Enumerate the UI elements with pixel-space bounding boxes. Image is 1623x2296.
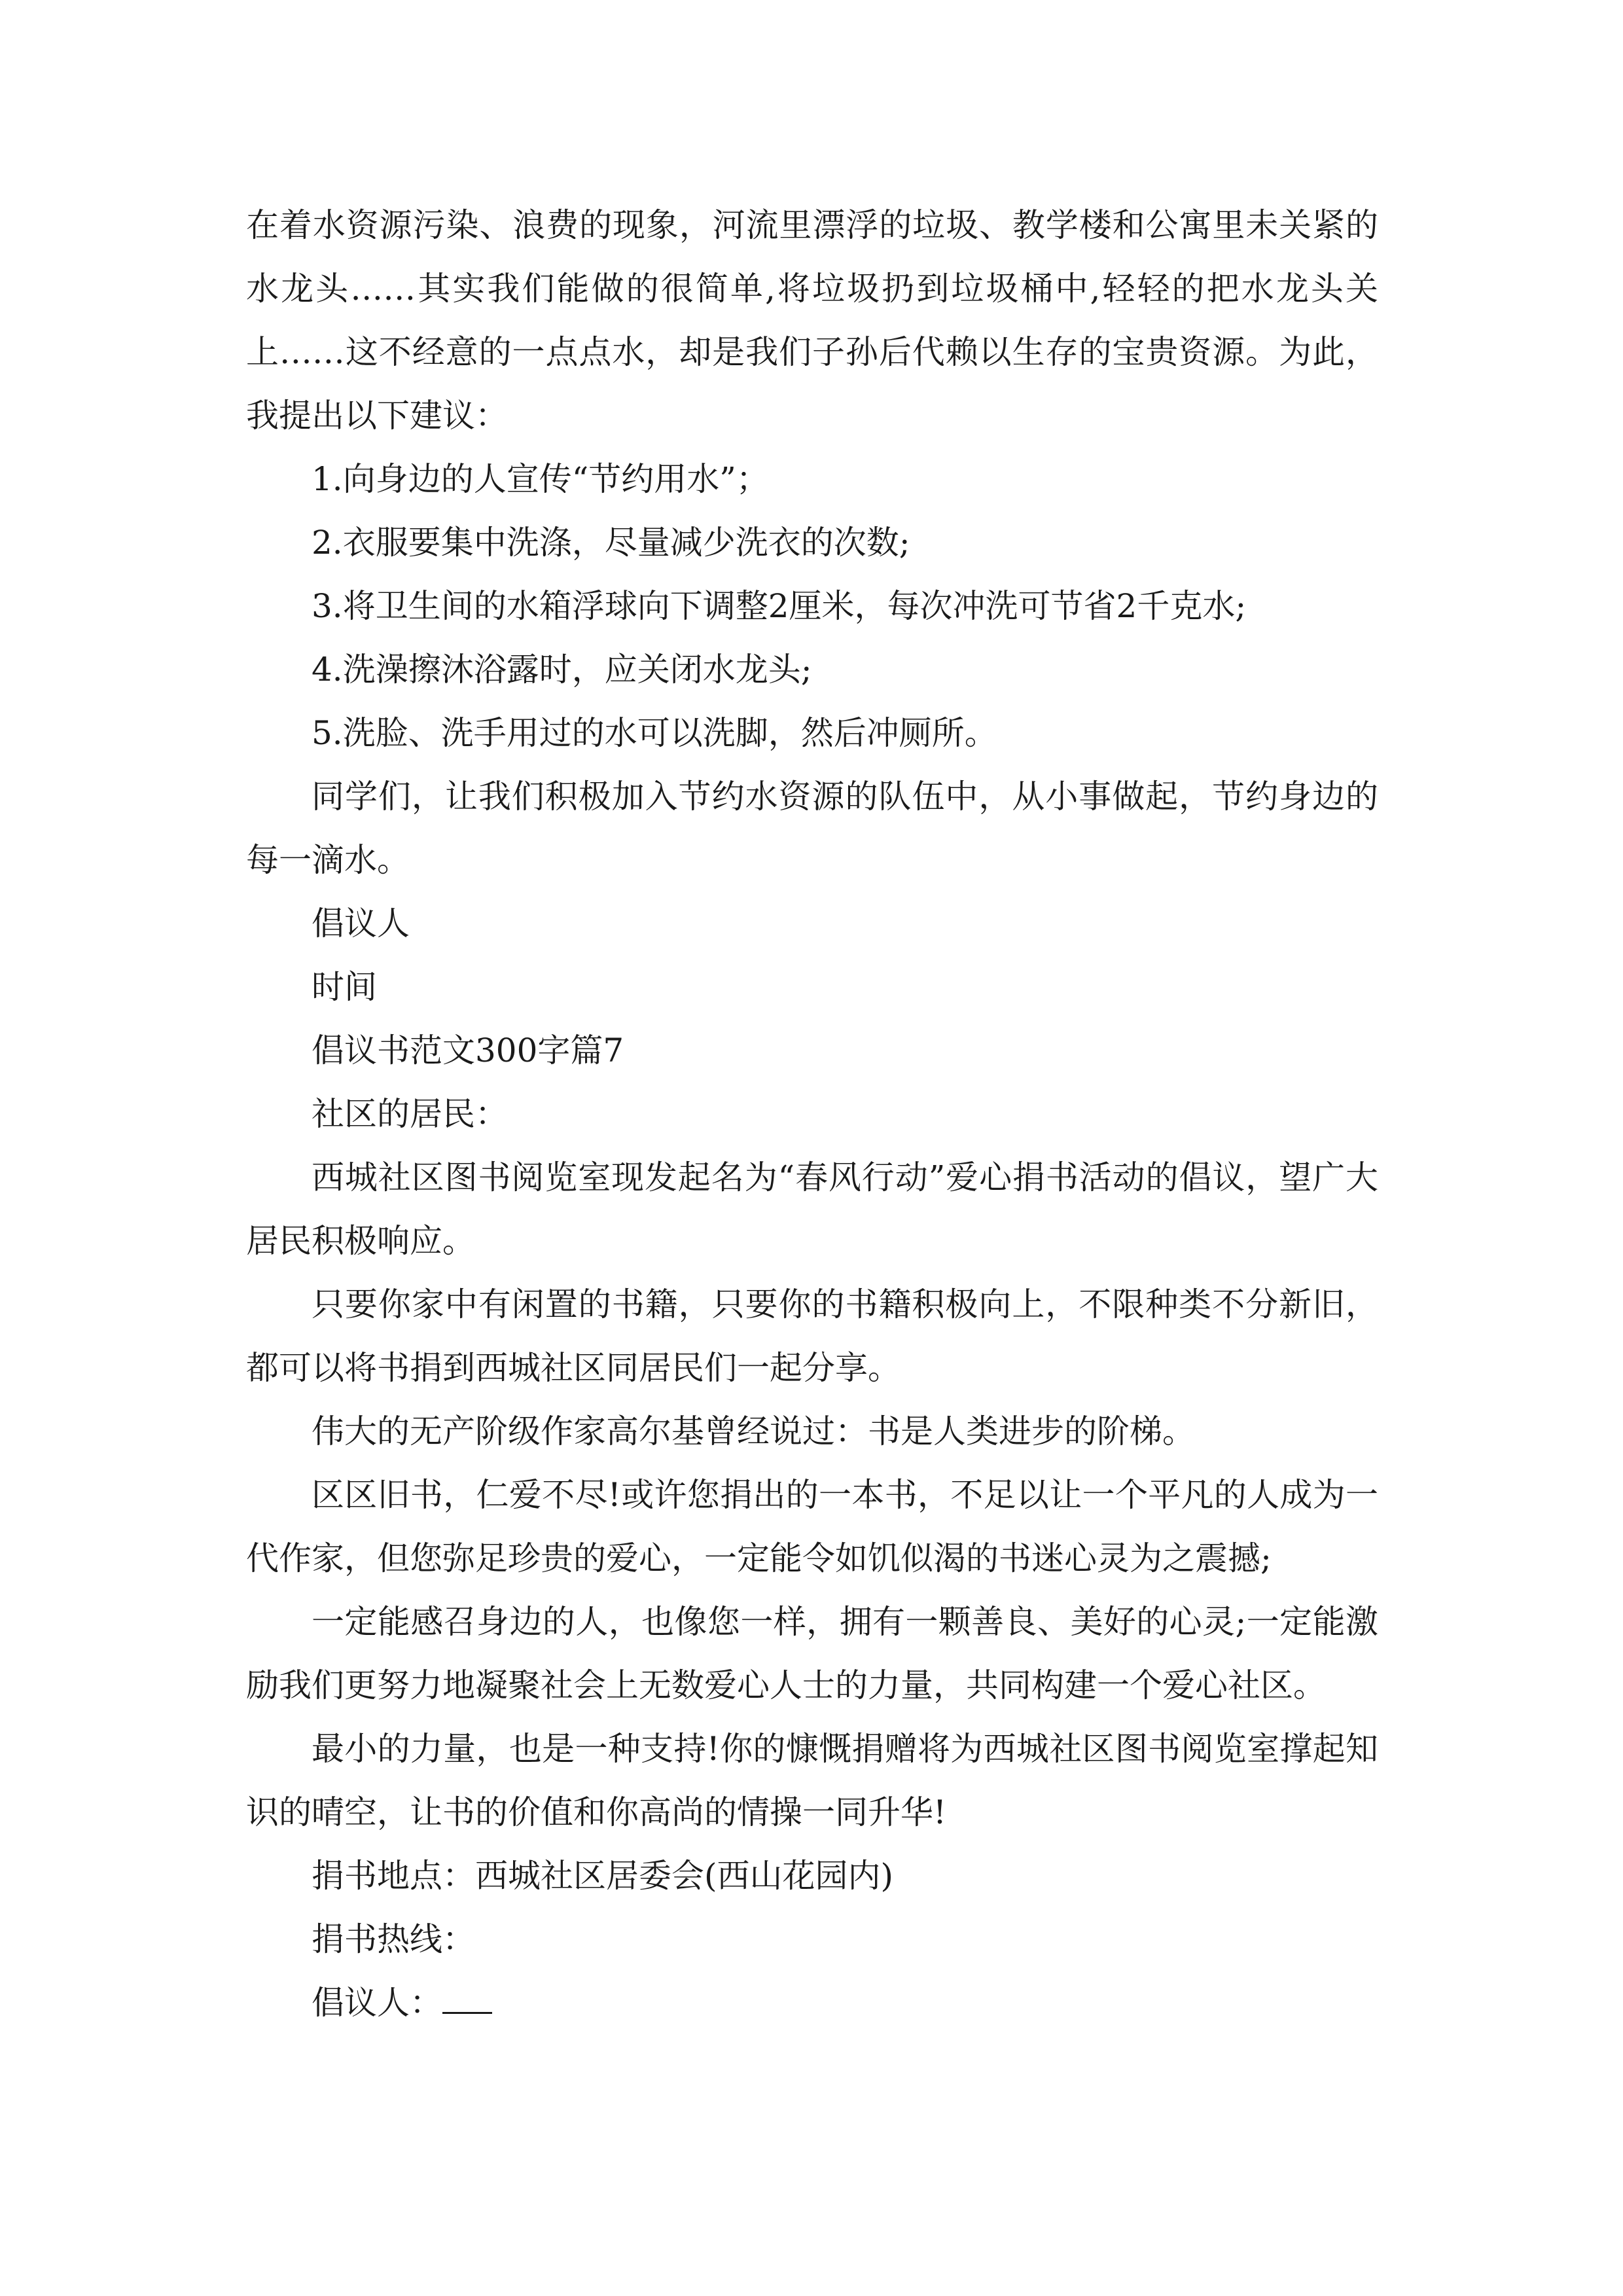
list-item-1: 1.向身边的人宣传“节约用水”；	[312, 460, 769, 498]
list-item-5: 5.洗脸、洗手用过的水可以洗脚，然后冲厕所。	[312, 714, 997, 752]
closing-paragraph: 同学们，让我们积极加入节约水资源的队伍中，从小事做起，节约身边的每一滴水。	[246, 778, 1378, 879]
proposer-label: 倡议人	[312, 905, 410, 942]
body-paragraph: 西城社区图书阅览室现发起名为“春风行动”爱心捐书活动的倡议，望广大居民积极响应。	[246, 1158, 1378, 1260]
donation-location: 捐书地点：西城社区居委会(西山花园内)	[312, 1857, 894, 1895]
list-item-3: 3.将卫生间的水箱浮球向下调整2厘米，每次冲洗可节省2千克水;	[312, 587, 1247, 625]
signature-blank	[442, 1979, 492, 2014]
signature-label: 倡议人：	[312, 1984, 442, 2022]
paragraph-continued: 在着水资源污染、浪费的现象，河流里漂浮的垃圾、教学楼和公寓里未关紧的水龙头……其实我们能做的很简单,将垃圾扔到垃圾桶中,轻轻的把水龙头关上……这不经意的一点点水，却是我们子孙后代赖以生存的宝贵资源。为此，我提出以下建议：	[246, 206, 1378, 435]
body-paragraph: 只要你家中有闲置的书籍，只要你的书籍积极向上，不限种类不分新旧，都可以将书捐到西城社区同居民们一起分享。	[246, 1285, 1378, 1387]
list-item-2: 2.衣服要集中洗涤，尽量减少洗衣的次数;	[312, 524, 910, 562]
donation-hotline: 捐书热线：	[312, 1920, 475, 1958]
list-item-4: 4.洗澡擦沐浴露时，应关闭水龙头;	[312, 651, 812, 689]
signature-line	[246, 1971, 1378, 2035]
section-title: 倡议书范文300字篇7	[312, 1031, 624, 1069]
quote-paragraph: 伟大的无产阶级作家高尔基曾经说过：书是人类进步的阶梯。	[312, 1412, 1195, 1450]
body-paragraph: 一定能感召身边的人，也像您一样，拥有一颗善良、美好的心灵;一定能激励我们更努力地凝聚社会上无数爱心人士的力量，共同构建一个爱心社区。	[246, 1603, 1378, 1704]
document-body	[246, 194, 1378, 2035]
date-label: 时间	[312, 968, 377, 1006]
salutation: 社区的居民：	[312, 1095, 508, 1133]
body-paragraph: 区区旧书，仁爱不尽!或许您捐出的一本书，不足以让一个平凡的人成为一代作家，但您弥足珍贵的爱心，一定能令如饥似渴的书迷心灵为之震撼;	[246, 1476, 1378, 1577]
body-paragraph: 最小的力量，也是一种支持!你的慷慨捐赠将为西城社区图书阅览室撑起知识的晴空，让书的价值和你高尚的情操一同升华!	[246, 1730, 1378, 1831]
